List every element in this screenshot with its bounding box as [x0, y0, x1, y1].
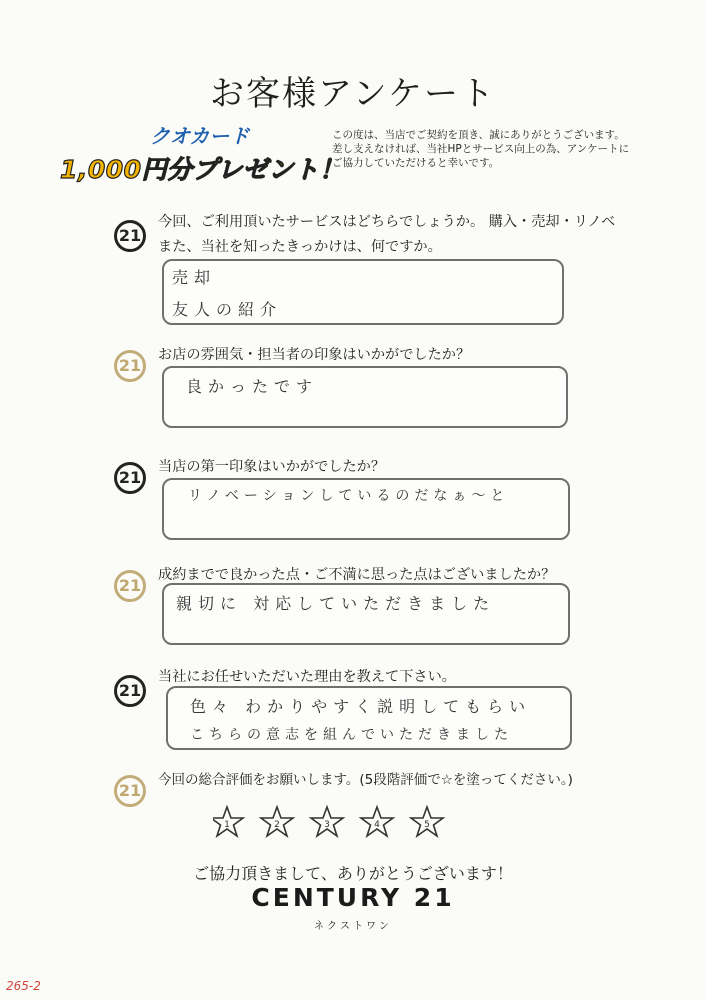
answer-box-4[interactable] [162, 583, 570, 645]
intro-line: 差し支えなければ、当社HPとサービス向上の為、アンケートに [332, 143, 630, 155]
thanks-message: ご協力頂きまして、ありがとうございます！ [193, 864, 513, 883]
answer-5-line-2: こちらの意志を組んでいただきました [190, 727, 513, 743]
question-2: お店の雰囲気・担当者の印象はいかがでしたか？ [158, 347, 471, 363]
question-4: 成約までで良かった点・ご不満に思った点はございましたか？ [158, 567, 556, 583]
answer-box-3[interactable] [162, 478, 570, 540]
question-3: 当店の第一印象はいかがでしたか？ [158, 459, 386, 475]
century21-badge-icon: 21 [114, 220, 146, 252]
intro-text [332, 128, 662, 170]
star-2-label: 2 [274, 820, 280, 830]
star-3-label: 3 [324, 820, 330, 830]
promo-quo-card: クオカード [150, 124, 250, 148]
century21-badge-icon: 21 [114, 675, 146, 707]
logo-subtitle: ネクストワン [314, 921, 392, 932]
page-number: 265-2 [6, 979, 41, 993]
star-1-label: 1 [224, 820, 230, 830]
intro-line: この度は、当店でご契約を頂き、誠にありがとうございます。 [332, 129, 625, 141]
promo-present: 1,000円分プレゼント！ [60, 155, 345, 184]
intro-line: ご協力していただけると幸いです。 [332, 157, 500, 169]
answer-1-line-1: 売却 [172, 268, 217, 287]
question-1-line-2: また、当社を知ったきっかけは、何ですか。 [158, 239, 442, 255]
page-title: お客様アンケート [210, 74, 496, 114]
answer-2-line-1: 良かったです [186, 377, 319, 396]
star-3-icon[interactable] [311, 807, 343, 836]
answer-box-2[interactable] [162, 366, 568, 428]
century21-badge-icon: 21 [114, 775, 146, 807]
answer-box-5[interactable] [166, 686, 572, 750]
star-1-icon[interactable] [213, 807, 243, 836]
question-5: 当社にお任せいただいた理由を教えて下さい。 [158, 669, 456, 685]
question-1-line-1: 今回、ご利用頂いたサービスはどちらでしょうか。 購入・売却・リノベ [158, 214, 616, 230]
century21-badge-icon: 21 [114, 462, 146, 494]
answer-5-line-1: 色々 わかりやすく説明してもらい [190, 697, 532, 716]
answer-4-line-1: 親切に 対応していただきました [176, 594, 496, 613]
star-2-icon[interactable] [261, 807, 293, 836]
rating-stars [213, 804, 453, 844]
star-5-icon[interactable] [411, 807, 443, 836]
answer-3-line-1: リノベーションしているのだなぁ〜と [188, 488, 510, 504]
star-4-icon[interactable] [361, 807, 393, 836]
rating-question: 今回の総合評価をお願いします。(5段階評価で☆を塗ってください。) [158, 772, 573, 788]
star-4-label: 4 [374, 820, 380, 830]
answer-1-line-2: 友人の紹介 [172, 300, 283, 319]
century21-badge-icon: 21 [114, 350, 146, 382]
century21-logo: CENTURY 21 [251, 883, 455, 912]
answer-box-1[interactable] [162, 259, 564, 325]
century21-badge-icon: 21 [114, 570, 146, 602]
star-5-label: 5 [424, 820, 430, 830]
